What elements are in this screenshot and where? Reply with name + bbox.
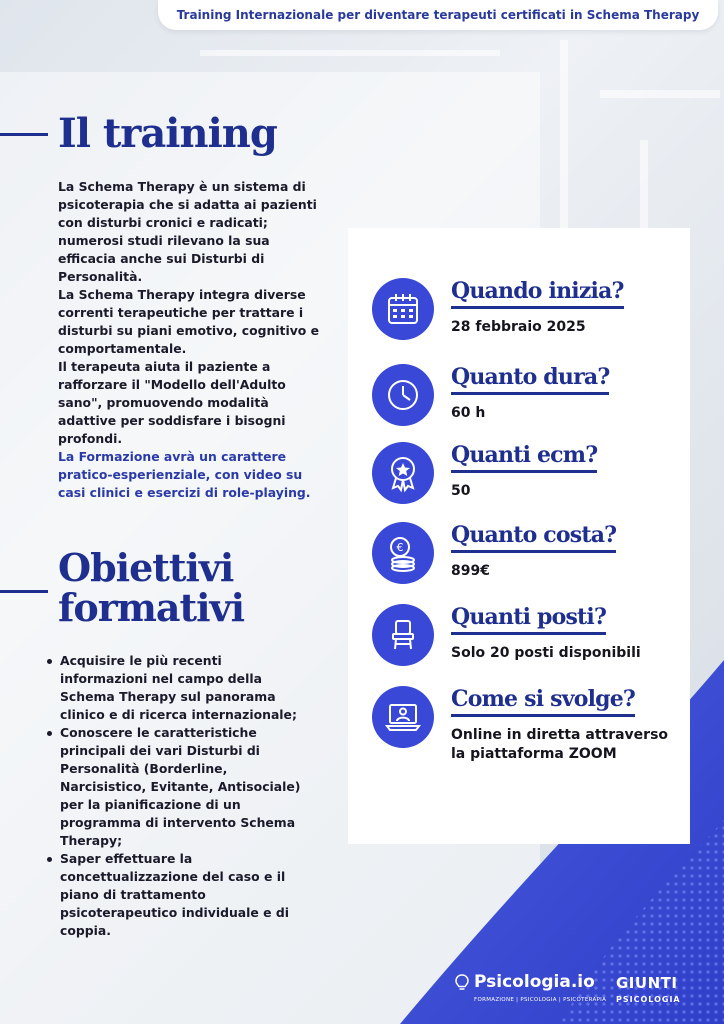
psicologia-tagline: FORMAZIONE | PSICOLOGIA | PSICOTERAPIA <box>474 997 607 1003</box>
training-paragraph: La Schema Therapy è un sistema di psicoterapia che si adatta ai pazienti con disturbi cronici e radicati; numerosi studi rilevano la sua efficacia anche sui Disturbi di Personalità. <box>58 179 317 284</box>
chair-icon <box>372 604 434 666</box>
lightbulb-icon <box>454 973 470 991</box>
info-title: Quanto dura? <box>451 364 609 395</box>
coins-icon <box>372 522 434 584</box>
info-value: 899€ <box>451 563 490 579</box>
calendar-icon <box>372 278 434 340</box>
training-paragraph: La Schema Therapy integra diverse correnti terapeutiche per trattare i disturbi su piani emotivo, cognitivo e comportamentale. <box>58 287 320 356</box>
giunti-logo: GIUNTI <box>616 974 678 992</box>
objective-item: Acquisire le più recenti informazioni nel campo della Schema Therapy sul panorama clinico e di ricerca internazionale; <box>44 652 304 724</box>
info-title: Come si svolge? <box>451 686 635 717</box>
objectives-title-line: formativi <box>58 585 245 630</box>
laptop-user-icon <box>372 686 434 748</box>
title-dash <box>0 133 48 136</box>
objective-item: Saper effettuare la concettualizzazione del caso e il piano di trattamento psicoterapeutico individuale e di coppia. <box>44 850 304 940</box>
svg-text:€: € <box>396 541 404 554</box>
info-value: Solo 20 posti disponibili <box>451 645 641 661</box>
training-paragraph: Il terapeuta aiuta il paziente a rafforzare il "Modello dell'Adulto sano", promuovendo modalità adattive per soddisfare i bisogni profondi. <box>58 359 286 446</box>
psicologia-logo <box>454 972 595 992</box>
training-description <box>58 178 320 502</box>
info-value: 28 febbraio 2025 <box>451 319 586 335</box>
info-title: Quanti ecm? <box>451 442 597 473</box>
training-title: Il training <box>58 110 277 157</box>
info-title: Quanti posti? <box>451 604 606 635</box>
info-title: Quanto costa? <box>451 522 616 553</box>
banner-text: Training Internazionale per diventare terapeuti certificati in Schema Therapy <box>176 8 700 22</box>
objectives-title <box>58 545 245 630</box>
info-value: 60 h <box>451 405 486 421</box>
objectives-list <box>44 652 304 940</box>
training-highlight: La Formazione avrà un carattere pratico-esperienziale, con video su casi clinici e esercizi di role-playing. <box>58 449 311 500</box>
giunti-logo-sub: PSICOLOGIA <box>616 995 681 1004</box>
objective-item: Conoscere le caratteristiche principali dei vari Disturbi di Personalità (Borderline, Narcisistico, Evitante, Antisociale) per la pianificazione di un programma di intervento Schema Therapy; <box>44 724 304 850</box>
info-title: Quando inizia? <box>451 278 624 309</box>
objectives-dash <box>0 590 48 593</box>
info-value: 50 <box>451 483 471 499</box>
info-value: Online in diretta attraverso la piattaforma ZOOM <box>451 727 669 762</box>
info-card <box>348 228 690 844</box>
award-badge-icon <box>372 442 434 504</box>
psicologia-logo-text: Psicologia.io <box>474 972 595 992</box>
objectives-title-line: Obiettivi <box>58 545 234 590</box>
clock-icon <box>372 364 434 426</box>
